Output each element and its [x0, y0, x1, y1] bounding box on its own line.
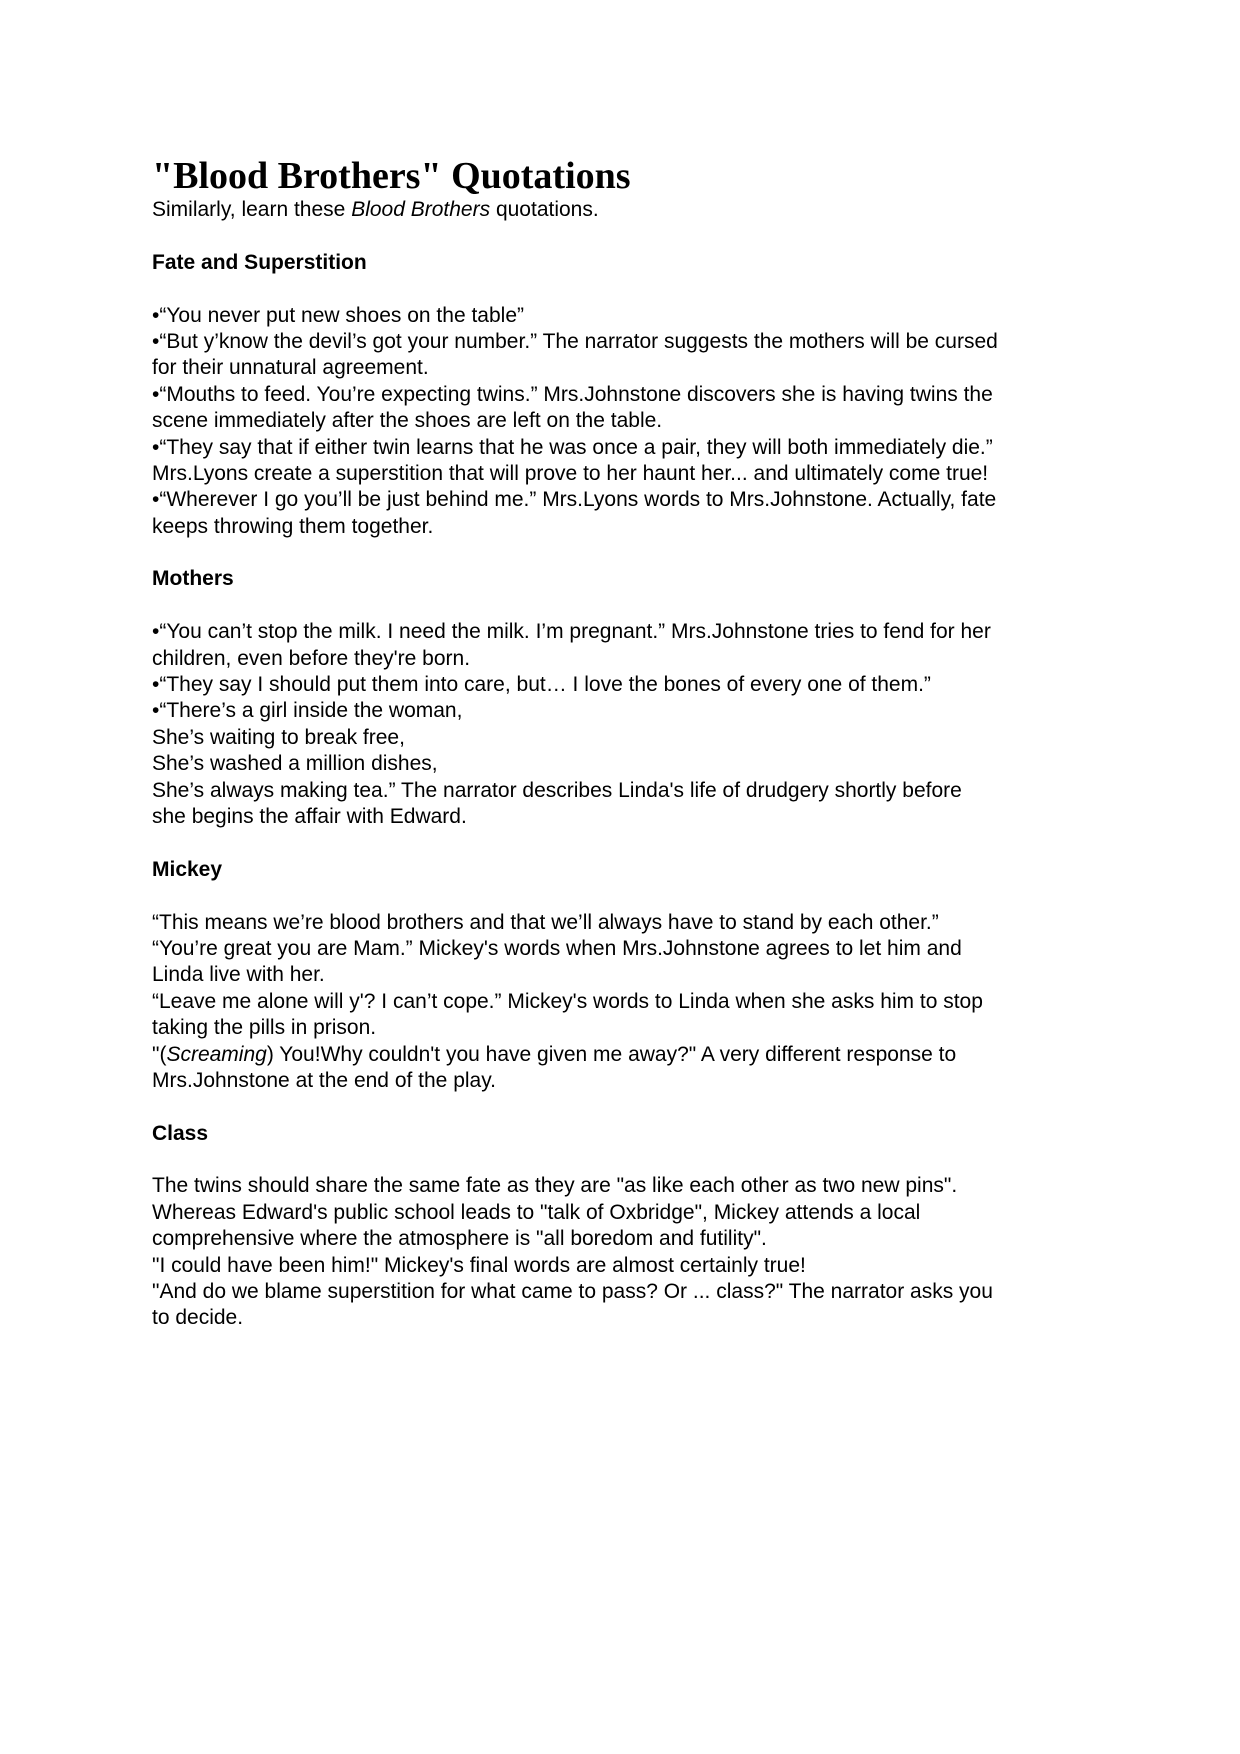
quotation-item — [152, 936, 1152, 989]
text-line: The twins should share the same fate as they are "as like each other as two new pins". — [152, 1174, 958, 1198]
quotation-item — [152, 382, 1152, 435]
text-line: •“They say that if either twin learns that he was once a pair, they will both immediately die.” — [152, 435, 993, 459]
text-line: •“Mouths to feed. You’re expecting twins.” Mrs.Johnstone discovers she is having twins the — [152, 382, 993, 406]
text-segment: Similarly, learn these — [152, 198, 352, 221]
quotation-item — [152, 1253, 1152, 1279]
text-line: "And do we blame superstition for what came to pass? Or ... class?" The narrator asks you — [152, 1280, 993, 1304]
text-line: children, even before they're born. — [152, 646, 471, 670]
text-line: •“You never put new shoes on the table” — [152, 303, 524, 327]
text-line: “This means we’re blood brothers and that we’ll always have to stand by each other.” — [152, 910, 939, 934]
italic-text: Screaming — [166, 1042, 267, 1066]
text-line: •“Wherever I go you’ll be just behind me.” Mrs.Lyons words to Mrs.Johnstone. Actually, fate — [152, 488, 997, 512]
quotation-item — [152, 303, 1152, 329]
quotation-item — [152, 1279, 1152, 1332]
quotation-item — [152, 910, 1152, 936]
text-line: •“But y’know the devil’s got your number.” The narrator suggests the mothers will be cursed — [152, 329, 998, 353]
italic-text: Blood Brothers — [351, 198, 491, 221]
text-line: Mrs.Johnstone at the end of the play. — [152, 1068, 496, 1092]
text-line: taking the pills in prison. — [152, 1016, 377, 1040]
text-line: Whereas Edward's public school leads to "talk of Oxbridge", Mickey attends a local — [152, 1200, 921, 1224]
section-mickey — [152, 857, 1152, 1095]
section-heading: Mickey — [152, 857, 223, 881]
text-line: “You’re great you are Mam.” Mickey's words when Mrs.Johnstone agrees to let him and — [152, 936, 962, 960]
text-line: keeps throwing them together. — [152, 514, 434, 538]
quotation-item — [152, 672, 1152, 698]
quotation-item — [152, 989, 1152, 1042]
quotation-item — [152, 619, 1152, 672]
text-line: scene immediately after the shoes are left on the table. — [152, 409, 663, 433]
text-segment: ) You!Why couldn't you have given me away?" A very different response to — [266, 1042, 957, 1066]
section-fate-and-superstition — [152, 250, 1152, 540]
quotation-item — [152, 435, 1152, 488]
text-line: "I could have been him!" Mickey's final words are almost certainly true! — [152, 1253, 806, 1277]
text-line: She’s washed a million dishes, — [152, 752, 438, 776]
section-heading: Mothers — [152, 567, 234, 591]
text-line — [152, 1042, 1152, 1068]
section-class — [152, 1121, 1152, 1332]
quotation-item — [152, 698, 1152, 830]
text-line: “Leave me alone will y'? I can’t cope.” Mickey's words to Linda when she asks him to stop — [152, 989, 983, 1013]
quotation-item — [152, 1173, 1152, 1252]
text-line: •“There’s a girl inside the woman, — [152, 699, 463, 723]
section-mothers — [152, 566, 1152, 830]
page-title: "Blood Brothers" Quotations — [152, 155, 631, 197]
text-segment: quotations. — [490, 198, 599, 221]
text-segment: "( — [152, 1042, 167, 1066]
text-line: Mrs.Lyons create a superstition that will prove to her haunt her... and ultimately come true! — [152, 461, 989, 485]
text-line: She’s always making tea.” The narrator describes Linda's life of drudgery shortly before — [152, 778, 962, 802]
section-heading: Fate and Superstition — [152, 250, 367, 274]
text-line: She’s waiting to break free, — [152, 725, 405, 749]
section-heading: Class — [152, 1121, 209, 1145]
quotation-item — [152, 1042, 1152, 1095]
text-line: •“You can’t stop the milk. I need the milk. I’m pregnant.” Mrs.Johnstone tries to fend for her — [152, 620, 991, 644]
text-line: •“They say I should put them into care, but… I love the bones of every one of them.” — [152, 673, 931, 697]
quotation-item — [152, 329, 1152, 382]
text-line: comprehensive where the atmosphere is "all boredom and futility". — [152, 1227, 767, 1251]
text-line: for their unnatural agreement. — [152, 356, 429, 380]
text-line: she begins the affair with Edward. — [152, 804, 467, 828]
quotation-item — [152, 487, 1152, 540]
document-body — [152, 197, 1152, 1332]
text-line: to decide. — [152, 1306, 244, 1330]
subtitle — [152, 197, 1152, 223]
text-line: Linda live with her. — [152, 963, 325, 987]
